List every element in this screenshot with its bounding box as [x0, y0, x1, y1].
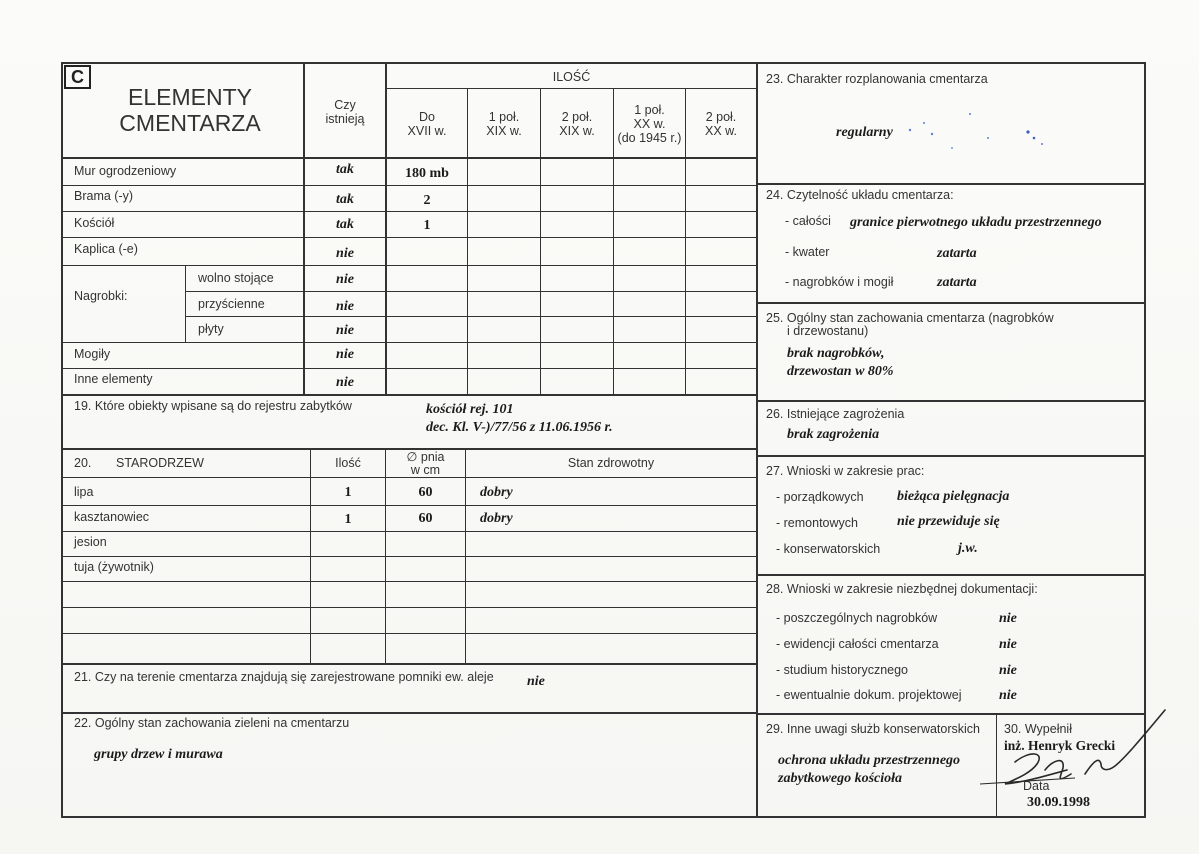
q20-col-diam [386, 451, 465, 477]
header-line: Do [419, 110, 435, 124]
element-label: płyty [198, 322, 224, 336]
tree-diam: 60 [418, 511, 433, 526]
element-label: Inne elementy [74, 372, 153, 386]
element-label: Kaplica (-e) [74, 242, 138, 256]
q28-item-answer: nie [999, 637, 1017, 652]
grid-line [62, 265, 757, 266]
q27-item-label: - remontowych [776, 516, 858, 530]
period-header [387, 110, 467, 138]
q28-item-answer: nie [999, 611, 1017, 626]
q23-label: 23. Charakter rozplanowania cmentarza [766, 72, 988, 86]
grid-line [756, 62, 758, 818]
q21-label: 21. Czy na terenie cmentarza znajdują się zarejestrowane pomniki ew. aleje [74, 670, 494, 684]
section-letter: C [64, 65, 91, 89]
q29-answer: ochrona układu przestrzennego [778, 753, 961, 768]
header-line: 2 poł. [561, 110, 593, 124]
tree-name: lipa [74, 485, 94, 499]
header-line: istnieją [325, 112, 365, 126]
title-line: ELEMENTY [128, 84, 252, 110]
grid-line [757, 400, 1146, 402]
grid-line [185, 265, 186, 342]
q24-item-label: - całości [785, 214, 831, 228]
q27-item-answer: bieżąca pielęgnacja [897, 489, 1010, 504]
ink-specks-icon [900, 108, 1060, 158]
q28-item-answer: nie [999, 663, 1017, 678]
header-line: (do 1945 r.) [617, 131, 682, 145]
element-exists: nie [336, 347, 354, 362]
col-exists-header [305, 98, 385, 126]
period-header [686, 110, 756, 138]
period-header [614, 103, 685, 145]
q30-date-label: Data [1023, 779, 1050, 793]
tree-name: jesion [74, 535, 107, 549]
element-label: przyścienne [198, 297, 265, 311]
grid-line [62, 712, 757, 714]
q22-label: 22. Ogólny stan zachowania zieleni na cmentarzu [74, 716, 350, 730]
q20-label: STARODRZEW [116, 456, 204, 470]
q28-item-label: - studium historycznego [776, 663, 909, 677]
element-exists: nie [336, 323, 354, 338]
q25-answer: drzewostan w 80% [787, 364, 894, 379]
q23-answer: regularny [836, 125, 893, 140]
grid-line [757, 183, 1146, 185]
header-line: ∅ pnia [406, 450, 445, 464]
q27-item-answer: nie przewiduje się [897, 514, 1000, 529]
q25-label: i drzewostanu) [787, 324, 869, 338]
q28-item-label: - poszczególnych nagrobków [776, 611, 938, 625]
q27-label: 27. Wnioski w zakresie prac: [766, 464, 925, 478]
form-title [95, 84, 285, 136]
element-exists: tak [336, 162, 354, 177]
grid-line [62, 185, 757, 186]
grid-line [62, 477, 757, 478]
q24-item-answer: granice pierwotnego układu przestrzennego [850, 215, 1102, 230]
q28-label: 28. Wnioski w zakresie niezbędnej dokumentacji: [766, 582, 1038, 596]
q20-col-health: Stan zdrowotny [567, 456, 655, 470]
title-line: CMENTARZA [119, 110, 261, 136]
grid-line [386, 88, 757, 89]
period-header [468, 110, 540, 138]
tree-name: tuja (żywotnik) [74, 560, 154, 574]
element-qty: 1 [423, 218, 431, 233]
grid-line [62, 237, 757, 238]
q22-answer: grupy drzew i murawa [94, 747, 223, 762]
header-line: XX w. [705, 124, 737, 138]
element-exists: tak [336, 192, 354, 207]
q29-answer: zabytkowego kościoła [778, 771, 903, 786]
q26-label: 26. Istniejące zagrożenia [766, 407, 905, 421]
grid-line [62, 531, 757, 532]
q25-label: 25. Ogólny stan zachowania cmentarza (nagrobków [766, 311, 1054, 325]
grid-line [62, 556, 757, 557]
element-label: Mur ogrodzeniowy [74, 164, 177, 178]
q27-item-answer: j.w. [958, 541, 978, 556]
header-line: XX w. [633, 117, 666, 131]
q24-item-answer: zatarta [937, 246, 977, 261]
element-exists: nie [336, 246, 354, 261]
signature-icon [975, 700, 1175, 800]
q27-item-label: - konserwatorskich [776, 542, 881, 556]
grid-line [62, 342, 757, 343]
element-label: Brama (-y) [74, 189, 134, 203]
grid-line [757, 455, 1146, 457]
tree-qty: 1 [344, 512, 352, 527]
tree-qty: 1 [344, 485, 352, 500]
grid-line [62, 505, 757, 506]
grid-line [186, 291, 757, 292]
q20-number: 20. [74, 456, 92, 470]
header-line: Czy [334, 98, 356, 112]
q20-col-qty: Ilość [335, 456, 361, 470]
q24-label: 24. Czytelność układu cmentarza: [766, 188, 954, 202]
q24-item-label: - kwater [785, 245, 830, 259]
element-label: wolno stojące [198, 271, 274, 285]
grid-line [62, 607, 757, 608]
tree-health: dobry [480, 485, 513, 500]
q26-answer: brak zagrożenia [787, 427, 880, 442]
q21-answer: nie [527, 674, 545, 689]
header-line: XIX w. [559, 124, 595, 138]
q27-item-label: - porządkowych [776, 490, 864, 504]
q25-answer: brak nagrobków, [787, 346, 885, 361]
q30-name: inż. Henryk Grecki [1004, 738, 1116, 753]
grid-line [62, 211, 757, 212]
q28-item-label: - ewentualnie dokum. projektowej [776, 688, 962, 702]
q30-label: 30. Wypełnił [1004, 722, 1072, 736]
q29-label: 29. Inne uwagi służb konserwatorskich [766, 722, 981, 736]
element-qty: 2 [423, 193, 431, 208]
header-line: w cm [410, 463, 441, 477]
grid-line [757, 302, 1146, 304]
grid-line [62, 633, 757, 634]
tree-diam: 60 [418, 485, 433, 500]
element-exists: nie [336, 299, 354, 314]
grid-line [62, 157, 757, 159]
grid-line [62, 663, 757, 665]
grid-line [62, 368, 757, 369]
q19-label: 19. Które obiekty wpisane są do rejestru zabytków [74, 399, 352, 413]
tree-health: dobry [480, 511, 513, 526]
header-line: 1 poł. [634, 103, 665, 117]
element-label: Kościół [74, 216, 115, 230]
q19-answer: kościół rej. 101 [426, 402, 514, 417]
header-line: XIX w. [486, 124, 522, 138]
col-quantity-header: ILOŚĆ [552, 70, 591, 84]
tree-name: kasztanowiec [74, 510, 150, 524]
grid-line [186, 316, 757, 317]
q28-item-label: - ewidencji całości cmentarza [776, 637, 939, 651]
nagrobki-label: Nagrobki: [74, 289, 128, 303]
period-header [541, 110, 613, 138]
q24-item-label: - nagrobków i mogił [785, 275, 894, 289]
element-exists: nie [336, 375, 354, 390]
q30-date: 30.09.1998 [1027, 795, 1090, 810]
header-line: XVII w. [407, 124, 447, 138]
header-line: 2 poł. [705, 110, 737, 124]
q24-item-answer: zatarta [937, 275, 977, 290]
element-label: Mogiły [74, 347, 111, 361]
grid-line [62, 394, 757, 396]
element-exists: nie [336, 272, 354, 287]
header-line: 1 poł. [488, 110, 520, 124]
grid-line [62, 581, 757, 582]
element-exists: tak [336, 217, 354, 232]
grid-line [757, 574, 1146, 576]
q19-answer: dec. Kl. V-)/77/56 z 11.06.1956 r. [426, 420, 613, 435]
element-qty: 180 mb [405, 166, 449, 181]
q28-item-answer: nie [999, 688, 1017, 703]
